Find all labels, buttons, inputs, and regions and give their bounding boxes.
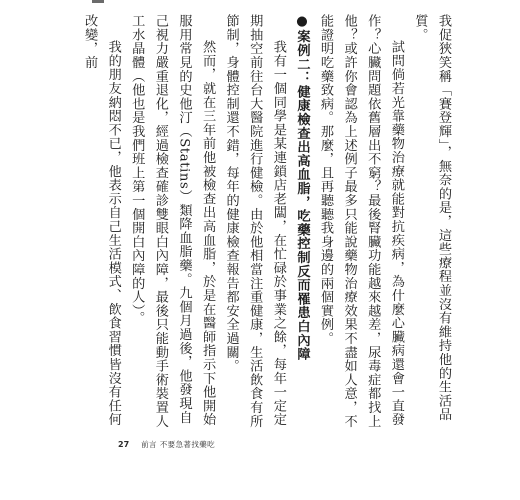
running-title: 前言 不要急著找藥吃 <box>141 439 216 449</box>
page-footer <box>118 437 215 451</box>
page-number: 27 <box>118 439 130 449</box>
body-text-column <box>82 14 455 432</box>
top-edge-mark <box>92 0 104 3</box>
paragraph-5: 我的朋友納悶不已，他表示自己生活模式、飲食習慣皆沒有任何改變，前 <box>82 14 121 427</box>
paragraph-2: 試問倘若光靠藥物治療就能對抗疾病，為什麼心臟病還會一直發作？心臟問題依舊層出不窮？最後腎臟功能越來越差，尿毒症都找上他？或許你會認為上述例子最多只能說藥物治療效果不盡如人意，不能證明吃藥致病。那麼，且再聽聽我身邊的兩個實例。 <box>318 14 404 428</box>
section-heading-case-2 <box>290 14 314 432</box>
bullet-icon: ● <box>294 14 310 30</box>
paragraph-4: 然而，就在三年前他被檢查出高血脂，於是在醫師指示下他開始服用常見的史他汀（Statins）類降血脂藥。九個月過後，他發現自己視力嚴重退化，經過檢查確診雙眼白內障，最後只能動手術裝置人工水晶體（他也是我們班上第一個開白內障的人）。 <box>129 14 216 428</box>
paragraph-1: 我促狹笑稱「賽登輝」，無奈的是，這些療程並沒有維持他的生活品質。 <box>412 14 451 422</box>
section-heading-text: 案例二：健康檢查出高血脂，吃藥控制反而罹患白內障 <box>294 29 310 361</box>
paragraph-3: 我有一個同學是某連鎖店老闆，在忙碌於事業之餘，每年一定定期抽空前往台大醫院進行健檢。由於他相當注重健康，生活飲食有所節制，身體控制還不錯，每年的健康檢查報告都安全過關。 <box>223 14 286 428</box>
